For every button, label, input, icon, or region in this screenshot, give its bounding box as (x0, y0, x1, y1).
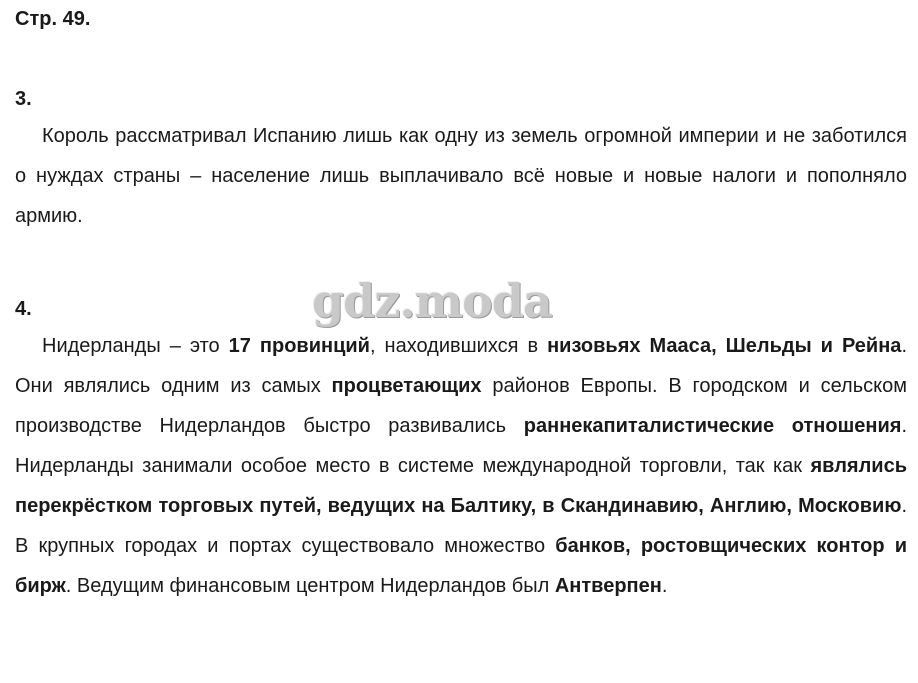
text-run: . Они являлись одним из самых (15, 335, 907, 397)
highlighted-text: раннекапиталистические отношения (523, 415, 902, 437)
task-number-3: 3. (15, 88, 32, 110)
highlighted-text: 17 провинций (228, 335, 370, 357)
task-3-answer: Король рассматривал Испанию лишь как одну из земель огромной империи и не заботился о нуждах страны – население лишь выплачивало всё новые и новые налоги и пополняло армию. (15, 125, 907, 227)
watermark-logo: gdz.moda (312, 274, 552, 328)
highlighted-text: банков, ростовщических контор и бирж (15, 535, 907, 597)
text-run: Нидерланды – это (42, 335, 229, 357)
text-run: , находившихся в (369, 335, 548, 357)
task-4-answer (15, 326, 907, 606)
highlighted-text: Антверпен (554, 575, 662, 597)
highlighted-text: являлись перекрёстком торговых путей, ведущих на Балтику, в Скандинавию, Англию, Московию (15, 455, 907, 517)
page-reference: Стр. 49. (15, 8, 91, 30)
highlighted-text: низовьях Мааса, Шельды и Рейна (547, 335, 902, 357)
task-number-4: 4. (15, 298, 32, 320)
text-run: районов Европы. В городском и сельском производстве Нидерландов быстро развивались (15, 375, 907, 437)
highlighted-text: процветающих (331, 375, 482, 397)
text-run: . (661, 575, 668, 597)
text-run: . Ведущим финансовым центром Нидерландов был (65, 575, 555, 597)
text-run: . Нидерланды занимали особое место в системе международной торговли, так как (15, 415, 907, 477)
text-run: . В крупных городах и портах существовало множество (15, 495, 907, 557)
